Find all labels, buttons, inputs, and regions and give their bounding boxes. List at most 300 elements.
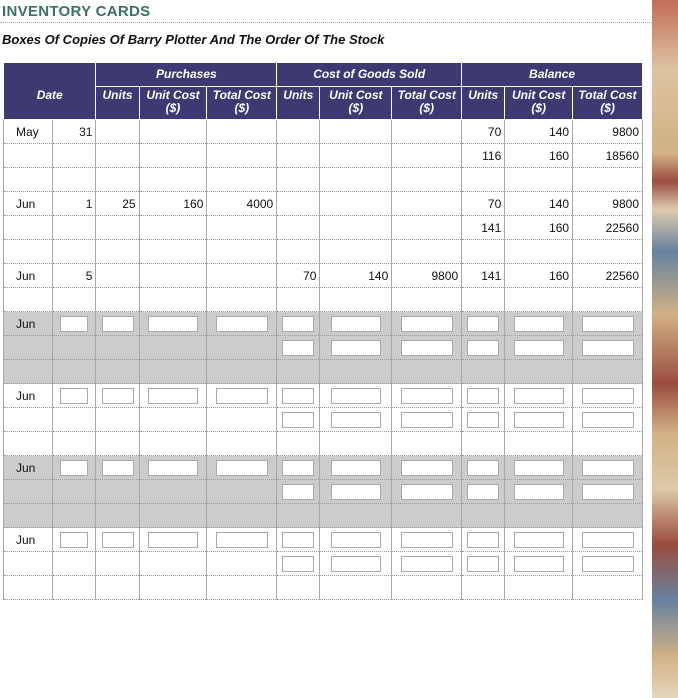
empty-cell bbox=[139, 360, 207, 384]
entry-cell bbox=[505, 408, 573, 432]
cogs-units-input[interactable] bbox=[282, 388, 314, 404]
empty-cell bbox=[573, 360, 643, 384]
entry-cell bbox=[505, 336, 573, 360]
balance-units-cell: 141 bbox=[462, 216, 505, 240]
empty-cell bbox=[53, 576, 96, 600]
purchase-units-input[interactable] bbox=[102, 316, 134, 332]
empty-cell bbox=[505, 240, 573, 264]
empty-cell bbox=[392, 288, 462, 312]
balance-units-input[interactable] bbox=[467, 532, 499, 548]
entry-cell bbox=[320, 528, 392, 552]
balance-total-cost-input[interactable] bbox=[582, 412, 634, 428]
entry-cell bbox=[573, 528, 643, 552]
balance-unit-cost-cell: 140 bbox=[505, 120, 573, 144]
entry-cell bbox=[462, 528, 505, 552]
empty-cell bbox=[53, 288, 96, 312]
purchase-units-cell bbox=[96, 120, 139, 144]
empty-cell bbox=[505, 360, 573, 384]
purchase-unit-cost-input[interactable] bbox=[148, 316, 198, 332]
balance-units-cell: 70 bbox=[462, 192, 505, 216]
cogs-units-cell bbox=[277, 216, 320, 240]
empty-cell bbox=[4, 288, 53, 312]
purchase-unit-cost-cell: 160 bbox=[139, 192, 207, 216]
entry-cell bbox=[277, 480, 320, 504]
empty-cell bbox=[4, 504, 53, 528]
cogs-unit-cost-cell bbox=[320, 144, 392, 168]
empty-cell bbox=[207, 504, 277, 528]
entry-cell bbox=[462, 312, 505, 336]
cogs-units-cell bbox=[277, 144, 320, 168]
empty-cell bbox=[53, 432, 96, 456]
empty-cell bbox=[277, 432, 320, 456]
cogs-total-cost-input[interactable] bbox=[401, 460, 453, 476]
empty-cell bbox=[96, 168, 139, 192]
balance-total-cost-input[interactable] bbox=[582, 532, 634, 548]
cogs-total-cost-input[interactable] bbox=[401, 388, 453, 404]
purchase-total-cost-input[interactable] bbox=[216, 532, 268, 548]
cogs-total-cost-input[interactable] bbox=[401, 556, 453, 572]
entry-cell bbox=[96, 528, 139, 552]
empty-cell bbox=[139, 288, 207, 312]
empty-cell bbox=[53, 504, 96, 528]
purchase-total-cost-input[interactable] bbox=[216, 388, 268, 404]
table-row bbox=[4, 216, 643, 240]
cogs-total-cost-input[interactable] bbox=[401, 412, 453, 428]
cogs-units-cell bbox=[277, 120, 320, 144]
entry-cell bbox=[277, 552, 320, 576]
entry-cell bbox=[320, 336, 392, 360]
empty-cell bbox=[53, 240, 96, 264]
cogs-total-cost-cell bbox=[392, 120, 462, 144]
balance-units-cell: 116 bbox=[462, 144, 505, 168]
empty-cell bbox=[53, 168, 96, 192]
purchase-units-input[interactable] bbox=[102, 460, 134, 476]
purchase-total-cost-cell bbox=[207, 144, 277, 168]
balance-units-cell: 70 bbox=[462, 120, 505, 144]
entry-cell bbox=[573, 480, 643, 504]
cogs-unit-cost-cell bbox=[320, 120, 392, 144]
empty-cell bbox=[139, 168, 207, 192]
empty-cell bbox=[392, 168, 462, 192]
entry-cell bbox=[277, 384, 320, 408]
empty-cell bbox=[277, 504, 320, 528]
empty-cell bbox=[96, 240, 139, 264]
entry-cell bbox=[207, 336, 277, 360]
balance-units-cell: 141 bbox=[462, 264, 505, 288]
entry-row bbox=[4, 552, 643, 576]
cogs-unit-cost-input[interactable] bbox=[331, 412, 381, 428]
entry-cell bbox=[573, 384, 643, 408]
entry-cell bbox=[392, 528, 462, 552]
purchase-unit-cost-cell bbox=[139, 264, 207, 288]
entry-cell bbox=[139, 336, 207, 360]
cogs-unit-cost-cell: 140 bbox=[320, 264, 392, 288]
day-cell: 5 bbox=[53, 264, 96, 288]
cogs-unit-cost-input[interactable] bbox=[331, 340, 381, 356]
day-cell bbox=[53, 216, 96, 240]
entry-cell bbox=[53, 312, 96, 336]
cogs-unit-cost-input[interactable] bbox=[331, 316, 381, 332]
day-cell: 31 bbox=[53, 120, 96, 144]
header-balance: Balance bbox=[462, 63, 643, 87]
empty-cell bbox=[207, 576, 277, 600]
cogs-unit-cost-cell bbox=[320, 192, 392, 216]
balance-units-input[interactable] bbox=[467, 484, 499, 500]
entry-cell bbox=[53, 480, 96, 504]
balance-total-cost-input[interactable] bbox=[582, 460, 634, 476]
empty-cell bbox=[462, 240, 505, 264]
entry-cell bbox=[139, 312, 207, 336]
month-cell: Jun bbox=[4, 384, 53, 408]
empty-cell bbox=[392, 576, 462, 600]
empty-cell bbox=[207, 360, 277, 384]
empty-cell bbox=[139, 432, 207, 456]
entry-row bbox=[4, 456, 643, 480]
purchase-unit-cost-cell bbox=[139, 216, 207, 240]
empty-cell bbox=[96, 576, 139, 600]
day-cell: 1 bbox=[53, 192, 96, 216]
day-cell bbox=[53, 144, 96, 168]
entry-cell bbox=[505, 552, 573, 576]
inventory-card-table bbox=[3, 62, 643, 600]
cogs-unit-cost-input[interactable] bbox=[331, 460, 381, 476]
cogs-units-input[interactable] bbox=[282, 532, 314, 548]
entry-cell bbox=[96, 456, 139, 480]
purchase-total-cost-cell bbox=[207, 264, 277, 288]
entry-cell bbox=[207, 528, 277, 552]
table-row bbox=[4, 192, 643, 216]
entry-cell bbox=[462, 336, 505, 360]
header-balance-units: Units bbox=[462, 87, 505, 120]
header-balance-total-cost: Total Cost ($) bbox=[573, 87, 643, 120]
empty-cell bbox=[277, 168, 320, 192]
day-input[interactable] bbox=[60, 532, 88, 548]
entry-cell bbox=[320, 408, 392, 432]
entry-cell bbox=[139, 456, 207, 480]
purchase-total-cost-input[interactable] bbox=[216, 316, 268, 332]
table-row bbox=[4, 120, 643, 144]
purchase-unit-cost-input[interactable] bbox=[148, 532, 198, 548]
entry-cell bbox=[139, 480, 207, 504]
entry-cell bbox=[392, 456, 462, 480]
month-cell: May bbox=[4, 120, 53, 144]
entry-cell bbox=[462, 456, 505, 480]
empty-cell bbox=[53, 360, 96, 384]
decorative-side-banner bbox=[652, 0, 678, 698]
entry-cell bbox=[207, 456, 277, 480]
month-cell: Jun bbox=[4, 528, 53, 552]
empty-cell bbox=[573, 168, 643, 192]
cogs-units-cell bbox=[277, 192, 320, 216]
empty-cell bbox=[505, 168, 573, 192]
balance-units-input[interactable] bbox=[467, 556, 499, 572]
month-cell bbox=[4, 336, 53, 360]
entry-cell bbox=[320, 480, 392, 504]
empty-cell bbox=[392, 504, 462, 528]
entry-cell bbox=[207, 312, 277, 336]
empty-cell bbox=[4, 360, 53, 384]
day-input[interactable] bbox=[60, 316, 88, 332]
empty-cell bbox=[4, 576, 53, 600]
cogs-unit-cost-input[interactable] bbox=[331, 484, 381, 500]
empty-cell bbox=[320, 168, 392, 192]
cogs-units-input[interactable] bbox=[282, 460, 314, 476]
balance-total-cost-cell: 18560 bbox=[573, 144, 643, 168]
header-balance-unit-cost: Unit Cost ($) bbox=[505, 87, 573, 120]
balance-total-cost-input[interactable] bbox=[582, 556, 634, 572]
purchase-units-cell bbox=[96, 264, 139, 288]
purchase-units-input[interactable] bbox=[102, 532, 134, 548]
cogs-unit-cost-input[interactable] bbox=[331, 532, 381, 548]
header-purchases-total-cost: Total Cost ($) bbox=[207, 87, 277, 120]
empty-cell bbox=[573, 288, 643, 312]
purchase-total-cost-input[interactable] bbox=[216, 460, 268, 476]
entry-cell bbox=[207, 480, 277, 504]
entry-cell bbox=[573, 552, 643, 576]
empty-cell bbox=[462, 504, 505, 528]
month-cell: Jun bbox=[4, 312, 53, 336]
empty-cell bbox=[573, 240, 643, 264]
entry-cell bbox=[139, 552, 207, 576]
entry-cell bbox=[505, 384, 573, 408]
empty-cell bbox=[139, 504, 207, 528]
cogs-unit-cost-cell bbox=[320, 216, 392, 240]
empty-cell bbox=[96, 360, 139, 384]
entry-cell bbox=[96, 408, 139, 432]
empty-cell bbox=[573, 504, 643, 528]
balance-unit-cost-input[interactable] bbox=[514, 532, 564, 548]
balance-unit-cost-cell: 160 bbox=[505, 216, 573, 240]
header-cogs-units: Units bbox=[277, 87, 320, 120]
balance-unit-cost-input[interactable] bbox=[514, 556, 564, 572]
cogs-unit-cost-input[interactable] bbox=[331, 556, 381, 572]
empty-cell bbox=[573, 432, 643, 456]
header-cogs-unit-cost: Unit Cost ($) bbox=[320, 87, 392, 120]
balance-units-input[interactable] bbox=[467, 412, 499, 428]
page-subtitle: Boxes Of Copies Of Barry Plotter And The Order Of The Stock bbox=[2, 32, 385, 47]
entry-row bbox=[4, 312, 643, 336]
empty-cell bbox=[96, 432, 139, 456]
entry-cell bbox=[462, 408, 505, 432]
title-divider bbox=[0, 22, 652, 23]
empty-cell bbox=[4, 240, 53, 264]
empty-cell bbox=[277, 288, 320, 312]
cogs-units-input[interactable] bbox=[282, 556, 314, 572]
cogs-total-cost-input[interactable] bbox=[401, 532, 453, 548]
entry-cell bbox=[277, 336, 320, 360]
entry-cell bbox=[96, 336, 139, 360]
entry-cell bbox=[277, 456, 320, 480]
entry-cell bbox=[277, 528, 320, 552]
purchase-unit-cost-cell bbox=[139, 120, 207, 144]
balance-total-cost-input[interactable] bbox=[582, 484, 634, 500]
empty-cell bbox=[462, 168, 505, 192]
entry-cell bbox=[573, 408, 643, 432]
balance-units-input[interactable] bbox=[467, 388, 499, 404]
purchase-units-cell: 25 bbox=[96, 192, 139, 216]
purchase-unit-cost-input[interactable] bbox=[148, 388, 198, 404]
balance-total-cost-cell: 9800 bbox=[573, 120, 643, 144]
purchase-units-cell bbox=[96, 144, 139, 168]
purchase-unit-cost-input[interactable] bbox=[148, 460, 198, 476]
balance-unit-cost-input[interactable] bbox=[514, 340, 564, 356]
entry-cell bbox=[53, 384, 96, 408]
balance-unit-cost-cell: 160 bbox=[505, 264, 573, 288]
month-cell bbox=[4, 480, 53, 504]
table-row bbox=[4, 144, 643, 168]
balance-units-input[interactable] bbox=[467, 460, 499, 476]
cogs-total-cost-cell bbox=[392, 192, 462, 216]
purchase-units-input[interactable] bbox=[102, 388, 134, 404]
entry-row bbox=[4, 384, 643, 408]
spacer-row bbox=[4, 240, 643, 264]
entry-cell bbox=[96, 480, 139, 504]
empty-cell bbox=[505, 432, 573, 456]
spacer-row bbox=[4, 432, 643, 456]
empty-cell bbox=[277, 360, 320, 384]
entry-cell bbox=[573, 336, 643, 360]
entry-cell bbox=[392, 384, 462, 408]
purchase-total-cost-cell bbox=[207, 120, 277, 144]
empty-cell bbox=[462, 288, 505, 312]
entry-cell bbox=[320, 456, 392, 480]
entry-cell bbox=[462, 384, 505, 408]
empty-cell bbox=[207, 288, 277, 312]
empty-cell bbox=[207, 240, 277, 264]
entry-cell bbox=[505, 456, 573, 480]
entry-row bbox=[4, 480, 643, 504]
empty-cell bbox=[320, 360, 392, 384]
spacer-row bbox=[4, 288, 643, 312]
entry-cell bbox=[53, 456, 96, 480]
empty-cell bbox=[96, 288, 139, 312]
balance-total-cost-input[interactable] bbox=[582, 388, 634, 404]
entry-cell bbox=[53, 552, 96, 576]
balance-total-cost-input[interactable] bbox=[582, 340, 634, 356]
balance-unit-cost-input[interactable] bbox=[514, 388, 564, 404]
balance-unit-cost-input[interactable] bbox=[514, 460, 564, 476]
empty-cell bbox=[207, 168, 277, 192]
balance-total-cost-cell: 9800 bbox=[573, 192, 643, 216]
entry-cell bbox=[277, 408, 320, 432]
spacer-row bbox=[4, 504, 643, 528]
entry-cell bbox=[139, 408, 207, 432]
cogs-units-cell: 70 bbox=[277, 264, 320, 288]
entry-cell bbox=[573, 312, 643, 336]
page-title: INVENTORY CARDS bbox=[2, 3, 151, 20]
empty-cell bbox=[207, 432, 277, 456]
entry-cell bbox=[53, 336, 96, 360]
cogs-units-input[interactable] bbox=[282, 316, 314, 332]
cogs-units-input[interactable] bbox=[282, 412, 314, 428]
entry-cell bbox=[320, 312, 392, 336]
day-input[interactable] bbox=[60, 388, 88, 404]
balance-units-input[interactable] bbox=[467, 316, 499, 332]
balance-total-cost-input[interactable] bbox=[582, 316, 634, 332]
cogs-unit-cost-input[interactable] bbox=[331, 388, 381, 404]
spacer-row bbox=[4, 168, 643, 192]
empty-cell bbox=[4, 432, 53, 456]
balance-unit-cost-cell: 140 bbox=[505, 192, 573, 216]
entry-cell bbox=[462, 480, 505, 504]
empty-cell bbox=[320, 240, 392, 264]
empty-cell bbox=[505, 504, 573, 528]
entry-cell bbox=[392, 480, 462, 504]
cogs-total-cost-cell bbox=[392, 144, 462, 168]
entry-row bbox=[4, 408, 643, 432]
entry-cell bbox=[53, 528, 96, 552]
empty-cell bbox=[320, 504, 392, 528]
empty-cell bbox=[505, 576, 573, 600]
purchase-units-cell bbox=[96, 216, 139, 240]
balance-unit-cost-cell: 160 bbox=[505, 144, 573, 168]
month-cell: Jun bbox=[4, 192, 53, 216]
empty-cell bbox=[320, 432, 392, 456]
header-cogs: Cost of Goods Sold bbox=[277, 63, 462, 87]
entry-cell bbox=[505, 480, 573, 504]
entry-cell bbox=[96, 384, 139, 408]
header-purchases-units: Units bbox=[96, 87, 139, 120]
cogs-total-cost-cell: 9800 bbox=[392, 264, 462, 288]
cogs-total-cost-input[interactable] bbox=[401, 340, 453, 356]
balance-units-input[interactable] bbox=[467, 340, 499, 356]
month-cell: Jun bbox=[4, 456, 53, 480]
empty-cell bbox=[4, 168, 53, 192]
empty-cell bbox=[320, 576, 392, 600]
header-purchases-unit-cost: Unit Cost ($) bbox=[139, 87, 207, 120]
entry-cell bbox=[277, 312, 320, 336]
entry-cell bbox=[320, 552, 392, 576]
balance-total-cost-cell: 22560 bbox=[573, 264, 643, 288]
cogs-units-input[interactable] bbox=[282, 340, 314, 356]
cogs-units-input[interactable] bbox=[282, 484, 314, 500]
cogs-total-cost-cell bbox=[392, 216, 462, 240]
empty-cell bbox=[392, 432, 462, 456]
spacer-row bbox=[4, 360, 643, 384]
entry-row bbox=[4, 336, 643, 360]
empty-cell bbox=[462, 576, 505, 600]
entry-cell bbox=[139, 528, 207, 552]
balance-unit-cost-input[interactable] bbox=[514, 412, 564, 428]
entry-cell bbox=[320, 384, 392, 408]
entry-cell bbox=[207, 552, 277, 576]
month-cell bbox=[4, 144, 53, 168]
entry-cell bbox=[505, 528, 573, 552]
cogs-total-cost-input[interactable] bbox=[401, 316, 453, 332]
empty-cell bbox=[392, 360, 462, 384]
header-purchases: Purchases bbox=[96, 63, 277, 87]
header-date: Date bbox=[4, 63, 96, 120]
balance-unit-cost-input[interactable] bbox=[514, 484, 564, 500]
entry-cell bbox=[96, 312, 139, 336]
entry-cell bbox=[207, 384, 277, 408]
cogs-total-cost-input[interactable] bbox=[401, 484, 453, 500]
month-cell: Jun bbox=[4, 264, 53, 288]
month-cell bbox=[4, 408, 53, 432]
entry-cell bbox=[392, 312, 462, 336]
purchase-total-cost-cell bbox=[207, 216, 277, 240]
empty-cell bbox=[277, 576, 320, 600]
month-cell bbox=[4, 552, 53, 576]
balance-unit-cost-input[interactable] bbox=[514, 316, 564, 332]
entry-cell bbox=[505, 312, 573, 336]
entry-cell bbox=[573, 456, 643, 480]
empty-cell bbox=[462, 432, 505, 456]
table-row bbox=[4, 264, 643, 288]
entry-cell bbox=[392, 408, 462, 432]
entry-row bbox=[4, 528, 643, 552]
day-input[interactable] bbox=[60, 460, 88, 476]
